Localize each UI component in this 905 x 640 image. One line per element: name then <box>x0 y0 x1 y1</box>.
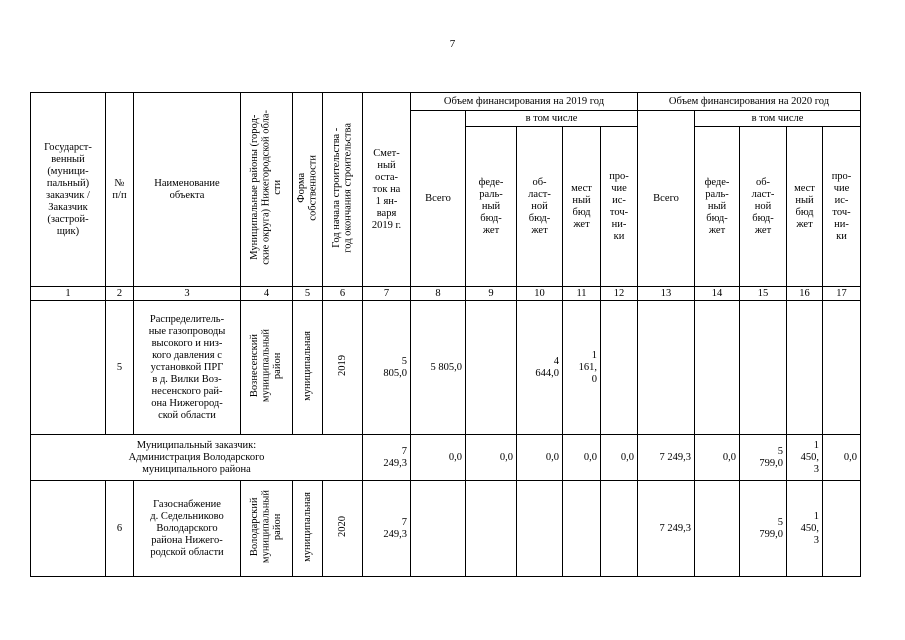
cell-empty <box>823 301 861 435</box>
subtotal-regional-2019: 0,0 <box>517 435 563 481</box>
row-balance: 5 805,0 <box>363 301 411 435</box>
row-ownership-cell <box>293 481 323 577</box>
header-ownership: Форма собственности <box>296 154 319 221</box>
row-object-name: Газоснабжение д. Седельниково Володарского района Нижего- родской области <box>134 481 241 577</box>
subtotal-local-2020: 1 450, 3 <box>787 435 823 481</box>
column-number: 3 <box>134 287 241 301</box>
header-years-cell <box>323 93 363 287</box>
cell-empty <box>787 301 823 435</box>
cell-empty <box>563 481 601 577</box>
column-number: 15 <box>740 287 787 301</box>
cell-empty <box>740 301 787 435</box>
cell-empty <box>695 481 740 577</box>
column-number: 11 <box>563 287 601 301</box>
column-number: 17 <box>823 287 861 301</box>
header-ownership-cell <box>293 93 323 287</box>
header-including-2019: в том числе <box>466 111 638 127</box>
subtotal-balance: 7 249,3 <box>363 435 411 481</box>
cell-empty <box>31 301 106 435</box>
column-number: 16 <box>787 287 823 301</box>
cell-empty <box>31 481 106 577</box>
header-customer: Государст- венный (муници- пальный) заказчик / Заказчик (застрой- щик) <box>31 93 106 287</box>
column-number: 2 <box>106 287 134 301</box>
header-districts: Муниципальные районы (город- ские округа) Нижегородской обла- сти <box>249 110 284 265</box>
column-number: 5 <box>293 287 323 301</box>
cell-empty <box>411 481 466 577</box>
header-federal-2020: феде- раль- ный бюд- жет <box>695 127 740 287</box>
cell-empty <box>601 481 638 577</box>
column-number: 8 <box>411 287 466 301</box>
header-districts-cell <box>241 93 293 287</box>
header-object-name: Наименование объекта <box>134 93 241 287</box>
header-other-2020: про- чие ис- точ- ни- ки <box>823 127 861 287</box>
header-total-2020: Всего <box>638 111 695 287</box>
row-ownership: муниципальная <box>301 491 313 562</box>
subtotal-federal-2020: 0,0 <box>695 435 740 481</box>
subtotal-regional-2020: 5 799,0 <box>740 435 787 481</box>
column-number: 7 <box>363 287 411 301</box>
column-number: 9 <box>466 287 517 301</box>
column-number: 6 <box>323 287 363 301</box>
row-total-2020: 7 249,3 <box>638 481 695 577</box>
column-number: 1 <box>31 287 106 301</box>
row-year-cell <box>323 301 363 435</box>
column-number: 12 <box>601 287 638 301</box>
row-npp: 6 <box>106 481 134 577</box>
row-ownership: муниципальная <box>301 330 313 401</box>
subtotal-total-2020: 7 249,3 <box>638 435 695 481</box>
cell-empty <box>466 481 517 577</box>
row-total-2019: 5 805,0 <box>411 301 466 435</box>
header-regional-2020: об- ласт- ной бюд- жет <box>740 127 787 287</box>
subtotal-other-2019: 0,0 <box>601 435 638 481</box>
cell-empty <box>823 481 861 577</box>
row-balance: 7 249,3 <box>363 481 411 577</box>
subtotal-federal-2019: 0,0 <box>466 435 517 481</box>
table-row <box>31 301 861 435</box>
row-local-2019: 1 161, 0 <box>563 301 601 435</box>
subtotal-other-2020: 0,0 <box>823 435 861 481</box>
column-number: 14 <box>695 287 740 301</box>
header-fin-2020: Объем финансирования на 2020 год <box>638 93 861 111</box>
column-number: 13 <box>638 287 695 301</box>
cell-empty <box>466 301 517 435</box>
subtotal-total-2019: 0,0 <box>411 435 466 481</box>
cell-empty <box>601 301 638 435</box>
page-number: 7 <box>449 38 456 50</box>
header-including-2020: в том числе <box>695 111 861 127</box>
column-number: 4 <box>241 287 293 301</box>
header-regional-2019: об- ласт- ной бюд- жет <box>517 127 563 287</box>
header-local-2019: мест ный бюд жет <box>563 127 601 287</box>
cell-empty <box>517 481 563 577</box>
header-total-2019: Всего <box>411 111 466 287</box>
row-district: Володарский муниципальный район <box>249 489 284 564</box>
cell-empty <box>638 301 695 435</box>
row-district-cell <box>241 301 293 435</box>
header-npp: № п/п <box>106 93 134 287</box>
financing-table <box>30 92 861 577</box>
row-year-cell <box>323 481 363 577</box>
row-district: Вознесенский муниципальный район <box>249 328 284 403</box>
row-year: 2019 <box>336 355 348 376</box>
row-local-2020: 1 450, 3 <box>787 481 823 577</box>
row-year: 2020 <box>336 516 348 537</box>
header-local-2020: мест ный бюд жет <box>787 127 823 287</box>
header-years: Год начала строительства - год окончания строительства <box>331 122 354 253</box>
row-regional-2020: 5 799,0 <box>740 481 787 577</box>
subtotal-row <box>31 435 861 481</box>
table-row <box>31 481 861 577</box>
row-district-cell <box>241 481 293 577</box>
row-ownership-cell <box>293 301 323 435</box>
header-balance: Смет- ный оста- ток на 1 ян- варя 2019 г. <box>363 93 411 287</box>
row-object-name: Распределитель- ные газопроводы высокого и низ- кого давления с установкой ПРГ в д. Вилки Воз- несенского рай- она Нижегород- ской области <box>134 301 241 435</box>
header-federal-2019: феде- раль- ный бюд- жет <box>466 127 517 287</box>
subtotal-local-2019: 0,0 <box>563 435 601 481</box>
row-npp: 5 <box>106 301 134 435</box>
column-number: 10 <box>517 287 563 301</box>
cell-empty <box>695 301 740 435</box>
column-number-row <box>31 287 861 301</box>
subtotal-label: Муниципальный заказчик: Администрация Володарского муниципального района <box>31 435 363 481</box>
row-regional-2019: 4 644,0 <box>517 301 563 435</box>
header-other-2019: про- чие ис- точ- ни- ки <box>601 127 638 287</box>
header-fin-2019: Объем финансирования на 2019 год <box>411 93 638 111</box>
